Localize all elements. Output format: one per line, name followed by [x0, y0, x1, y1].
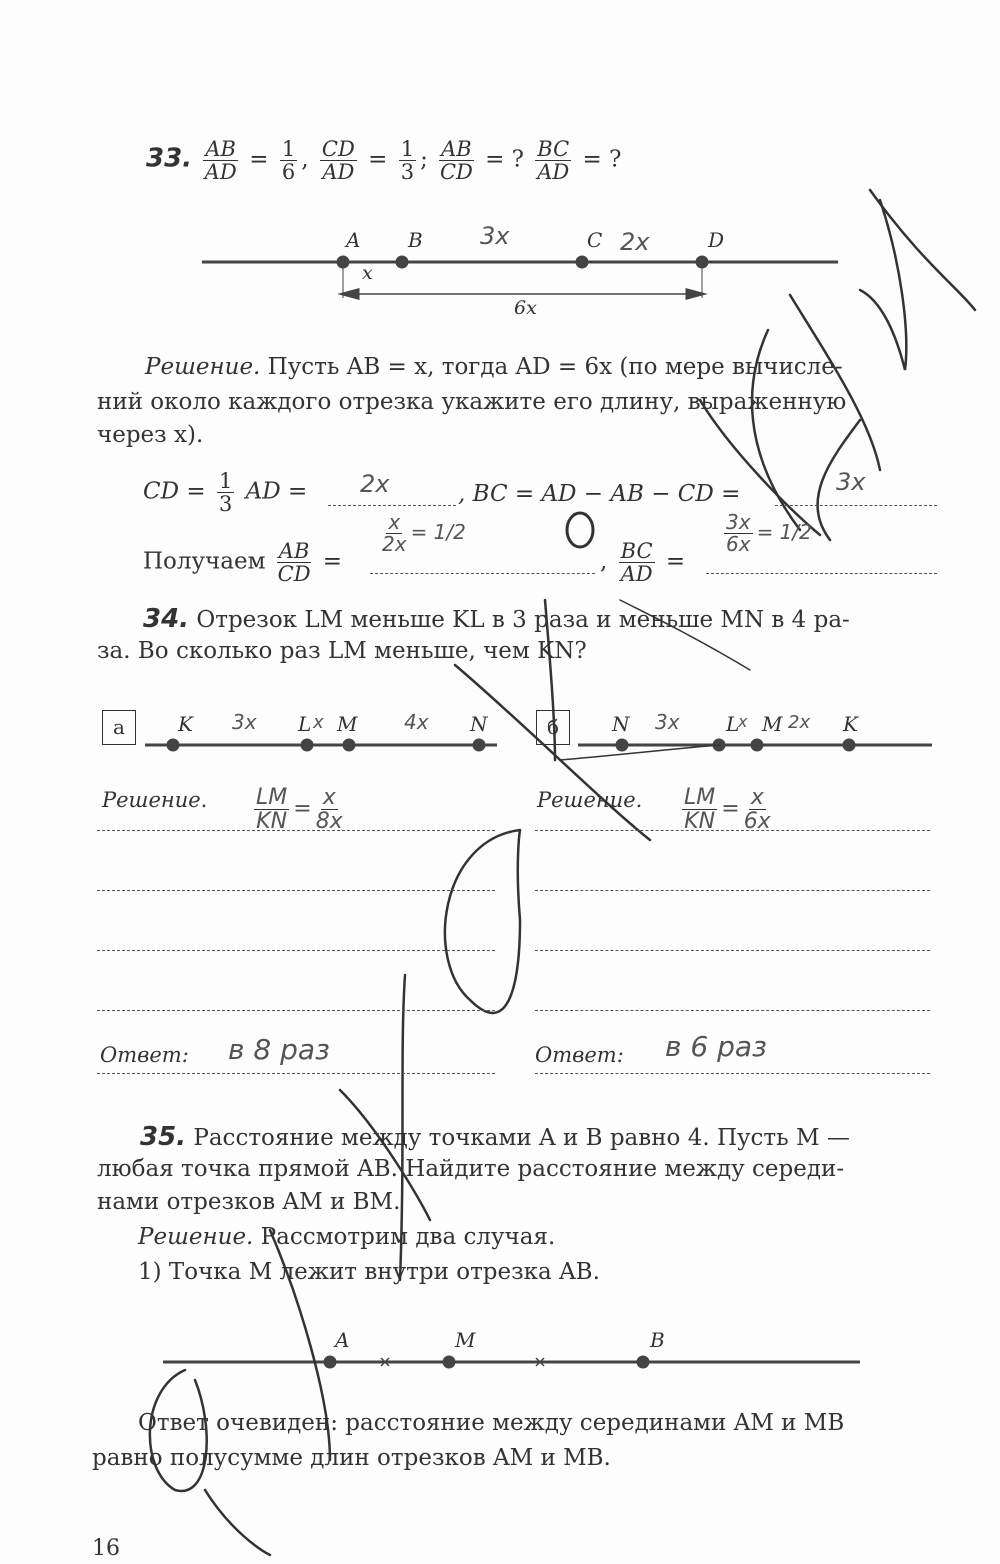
point-label-b: B: [408, 228, 423, 252]
fraction: $\frac{CD}{AD}$: [321, 137, 355, 185]
fraction: $\frac{1}{3}$: [400, 137, 415, 185]
problem-number: 33.: [146, 143, 193, 174]
fraction: $\frac{AB}{CD}$: [439, 137, 473, 185]
solution-33-line1: Решение. Пусть AB = x, тогда AD = 6x (по мере вычисле-: [145, 354, 843, 380]
problem-34-line1: 34. Отрезок LM меньше KL в 3 раза и меньше MN в 4 ра-: [143, 604, 850, 634]
problem-35-line1: 35. Расстояние между точками A и B равно 4. Пусть M —: [140, 1122, 850, 1152]
point-label: L: [726, 712, 740, 736]
handwritten-cd: 2x: [620, 228, 650, 256]
hw-solution-b: $\frac{LM}{KN}$ = $\frac{x}{6x}$: [684, 785, 771, 835]
answer-label-b: Ответ:: [535, 1043, 624, 1067]
point-label: N: [612, 712, 630, 736]
handwritten-length: 3x: [232, 710, 257, 734]
handwritten-length: 4x: [404, 710, 429, 734]
point-label-c: C: [587, 228, 603, 252]
page-number: 16: [92, 1536, 120, 1561]
segment-ab-label: x: [362, 262, 373, 284]
point-c: [577, 257, 587, 267]
cd-answer: 2x: [360, 470, 390, 498]
conclusion-line2: равно полусумме длин отрезков AM и MB.: [92, 1445, 611, 1471]
conclusion-line1: Ответ очевиден: расстояние между серединами AM и MB: [138, 1410, 845, 1436]
ratio-2: , $\frac{BC}{AD}$ =: [600, 539, 686, 587]
answer-label-a: Ответ:: [100, 1043, 189, 1067]
point-b: [397, 257, 407, 267]
problem-35-line3: нами отрезков AM и BM.: [97, 1189, 401, 1215]
handwritten-length: 3x: [655, 710, 680, 734]
point-label: K: [178, 712, 193, 736]
point-label-m: M: [455, 1328, 476, 1352]
ratio-1-answer: $\frac{x}{2x}$ = 1/2: [382, 510, 466, 556]
solution-33-line2: ний около каждого отрезка укажите его длину, выраженную: [97, 389, 847, 415]
solution-35: Решение. Рассмотрим два случая.: [138, 1224, 556, 1250]
answer-b: в 6 раз: [665, 1030, 767, 1063]
fraction: $\frac{1}{6}$: [281, 137, 296, 185]
point-label: M: [337, 712, 358, 736]
point-label-a: A: [346, 228, 361, 252]
handwritten-length: 2x: [788, 712, 811, 733]
point-label-b: B: [650, 1328, 665, 1352]
fraction: $\frac{BC}{AD}$: [537, 137, 570, 185]
answer-a: в 8 раз: [228, 1033, 330, 1066]
handwritten-length: x: [313, 712, 324, 733]
solution-label-a: Решение.: [102, 788, 208, 812]
point-label: N: [470, 712, 488, 736]
solution-33-line3: через x).: [97, 422, 204, 448]
segment-ad-label: 6x: [514, 297, 537, 319]
solution-label-b: Решение.: [537, 788, 643, 812]
result-row: Получаем $\frac{AB}{CD}$ =: [143, 539, 342, 587]
bc-answer: 3x: [836, 468, 866, 496]
case-b-label: б: [536, 710, 570, 745]
ratio-2-answer: $\frac{3x}{6x}$ = 1/2: [726, 510, 812, 556]
case-a-label: а: [102, 710, 136, 745]
bc-formula: , BC = AD − AB − CD =: [458, 481, 741, 507]
point-label: L: [298, 712, 312, 736]
problem-35-line2: любая точка прямой AB. Найдите расстояние между середи-: [97, 1156, 845, 1182]
cd-formula: CD = $\frac{1}{3}$ AD =: [143, 469, 308, 517]
point-label-d: D: [708, 228, 725, 252]
case-1-text: 1) Точка M лежит внутри отрезка AB.: [138, 1259, 600, 1285]
point-label: M: [762, 712, 783, 736]
handwritten-bc: 3x: [480, 222, 510, 250]
problem-34-line2: за. Во сколько раз LM меньше, чем KN?: [97, 638, 587, 664]
problem-33-header: 33. $\frac{AB}{AD}$ = $\frac{1}{6}$ , $\frac{CD}{AD}$ = $\frac{1}{3}$ ; $\frac{AB}{CD}$ = ? $\frac{BC}{AD}$ = ?: [146, 137, 622, 185]
point-label: K: [843, 712, 858, 736]
point-label-a: A: [335, 1328, 350, 1352]
handwritten-length: x: [738, 712, 748, 731]
fraction: $\frac{AB}{AD}$: [204, 137, 237, 185]
hw-solution-a: $\frac{LM}{KN}$ = $\frac{x}{8x}$: [256, 785, 343, 835]
